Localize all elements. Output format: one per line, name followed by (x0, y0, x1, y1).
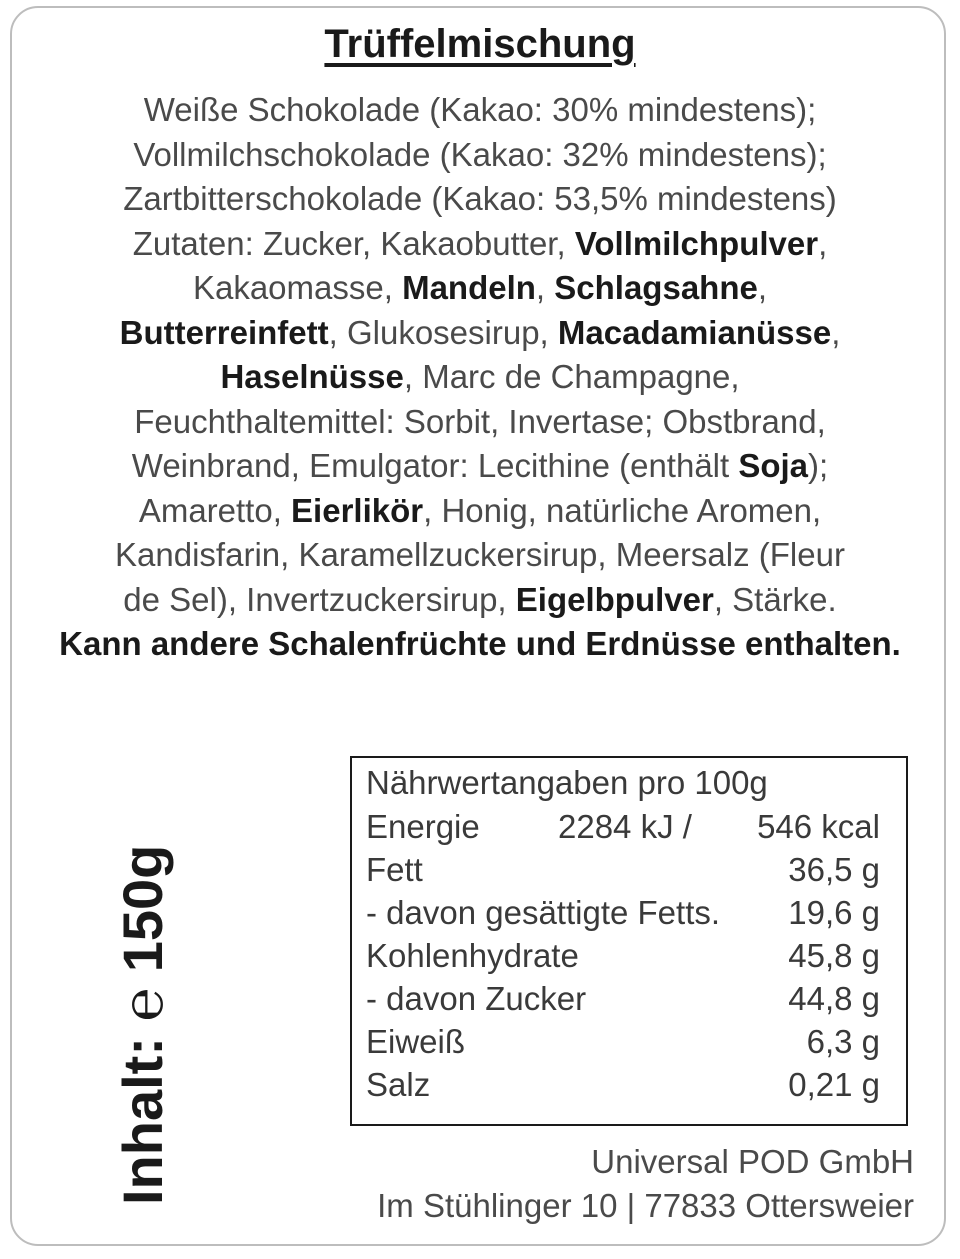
ingredients-block (40, 88, 920, 667)
nutrition-row-energy (366, 808, 880, 850)
ingredient-text: Kandisfarin, Karamellzuckersirup, Meersalz (Fleur (115, 536, 845, 573)
ingredient-line (40, 400, 920, 445)
nutrition-name: Energie (366, 808, 480, 845)
ingredient-line (40, 133, 920, 178)
nutrition-value: 19,6 g (788, 894, 880, 931)
ingredient-text: , (831, 313, 841, 351)
nutrition-value: 44,8 g (788, 980, 880, 1017)
ingredient-text: Kakaomasse, (192, 269, 403, 306)
nutrition-value: 36,5 g (788, 851, 880, 888)
ingredient-text: , Stärke. (713, 580, 837, 618)
nutrition-value: 0,21 g (788, 1066, 880, 1103)
energy-kcal: 546 kcal (757, 808, 880, 845)
ingredient-text: Zartbitterschokolade (Kakao: 53,5% mindestens) (123, 180, 837, 217)
nutrition-name: Salz (366, 1066, 431, 1103)
ingredient-line (40, 311, 920, 356)
nutrition-row (366, 937, 880, 979)
ingredient-text: ); (808, 447, 829, 484)
ingredient-text: Zutaten: Zucker, Kakaobutter, (132, 224, 575, 262)
ingredient-line (40, 444, 920, 489)
nutrition-row (366, 894, 880, 936)
company-name: Universal POD GmbH (591, 1143, 914, 1180)
nutrition-heading: Nährwertangaben pro 100g (366, 764, 768, 801)
ingredient-line (40, 355, 920, 400)
nutrition-name: - davon Zucker (366, 980, 587, 1017)
ingredient-text: , (757, 269, 768, 306)
ingredient-line (40, 266, 920, 311)
product-title: Trüffelmischung (324, 22, 636, 66)
allergen-text: Butterreinfett (119, 313, 329, 351)
nutrition-row (366, 980, 880, 1022)
allergen-text: Macadamianüsse (557, 313, 832, 351)
ingredient-text: , Glukosesirup, (328, 313, 558, 351)
ingredient-line (40, 177, 920, 222)
nutrition-row (366, 1066, 880, 1108)
ingredient-text: Weiße Schokolade (Kakao: 30% mindestens); (143, 91, 817, 128)
nutrition-name: - davon gesättigte Fetts. (366, 894, 721, 931)
ingredient-text: de Sel), Invertzuckersirup, (123, 580, 516, 618)
ingredient-line (40, 533, 920, 578)
allergen-text: Soja (738, 447, 809, 484)
ingredient-line (40, 222, 920, 267)
nutrition-name: Kohlenhydrate (366, 937, 579, 974)
energy-kj: 2284 kJ / (558, 808, 692, 845)
allergen-text: Eigelbpulver (515, 580, 714, 618)
ingredient-text: , (535, 269, 555, 306)
company-address: Im Stühlinger 10 | 77833 Ottersweier (377, 1187, 914, 1224)
allergen-text: Vollmilchpulver (574, 224, 819, 262)
ingredient-text: , Marc de Champagne, (403, 358, 740, 395)
ingredient-line (40, 88, 920, 133)
nutrition-table (350, 756, 908, 1126)
ingredient-line (40, 489, 920, 534)
ingredient-text: Amaretto, (138, 491, 292, 529)
allergen-text: Schlagsahne (554, 269, 758, 306)
allergen-text: Haselnüsse (220, 358, 404, 395)
ingredients-list (40, 88, 920, 622)
allergen-text: Mandeln (402, 269, 536, 306)
company-info (377, 1140, 914, 1228)
ingredient-text: Vollmilchschokolade (Kakao: 32% mindestens); (133, 135, 827, 173)
ingredient-text: , (818, 224, 828, 262)
allergen-text: Eierlikör (291, 491, 424, 529)
nutrition-name: Fett (366, 851, 423, 888)
nutrition-row (366, 851, 880, 893)
ingredient-text: Weinbrand, Emulgator: Lecithine (enthält (131, 447, 739, 484)
nutrition-value: 6,3 g (806, 1023, 880, 1060)
ingredient-text: Feuchthaltemittel: Sorbit, Invertase; Obstbrand, (134, 402, 826, 440)
net-content: Inhalt: ℮ 150g (111, 844, 174, 1205)
allergen-warning: Kann andere Schalenfrüchte und Erdnüsse enthalten. (59, 625, 901, 662)
nutrition-row (366, 1023, 880, 1065)
nutrition-name: Eiweiß (366, 1023, 466, 1060)
ingredient-text: , Honig, natürliche Aromen, (423, 491, 822, 529)
nutrition-value: 45,8 g (788, 937, 880, 974)
ingredient-line (40, 578, 920, 623)
